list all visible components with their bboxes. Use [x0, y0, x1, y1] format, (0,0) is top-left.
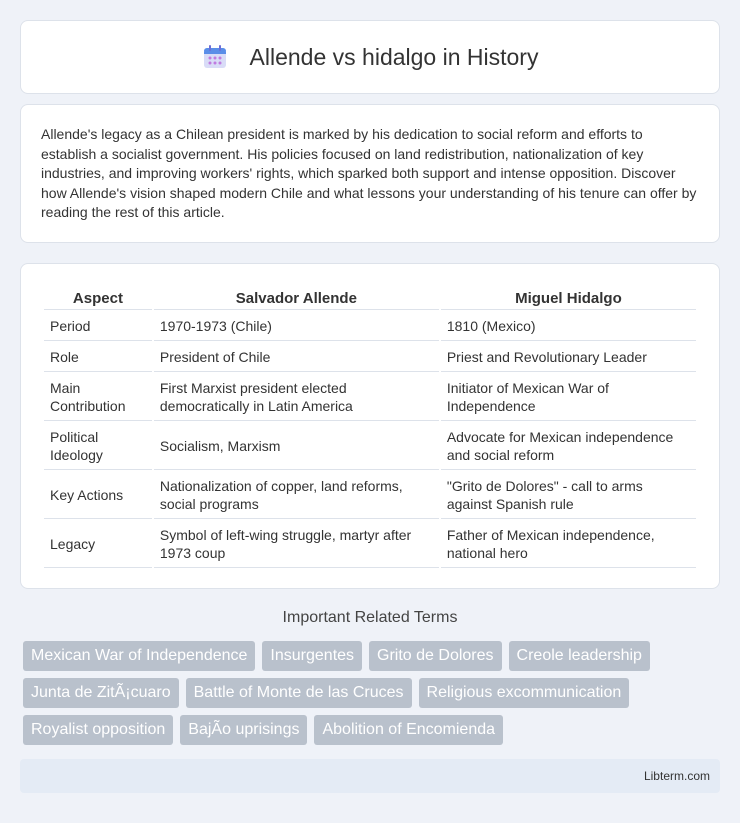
- table-cell: "Grito de Dolores" - call to arms against Spanish rule: [441, 472, 696, 519]
- related-term-tag[interactable]: Insurgentes: [262, 641, 362, 671]
- table-cell: Priest and Revolutionary Leader: [441, 343, 696, 372]
- table-cell: President of Chile: [154, 343, 439, 372]
- related-term-tag[interactable]: Mexican War of Independence: [23, 641, 255, 671]
- table-cell: Initiator of Mexican War of Independence: [441, 374, 696, 421]
- table-row: [44, 343, 696, 372]
- related-term-tag[interactable]: Royalist opposition: [23, 715, 173, 745]
- related-term-tag[interactable]: Religious excommunication: [419, 678, 630, 708]
- footer-brand-link[interactable]: Libterm.com: [643, 769, 710, 783]
- table-cell: Main Contribution: [44, 374, 152, 421]
- header-card: [20, 20, 720, 94]
- table-row: [44, 472, 696, 519]
- related-terms-title: Important Related Terms: [282, 609, 458, 626]
- table-cell: Nationalization of copper, land reforms, social programs: [154, 472, 439, 519]
- table-cell: 1970-1973 (Chile): [154, 312, 439, 341]
- table-cell: Advocate for Mexican independence and social reform: [441, 423, 696, 470]
- column-header: Miguel Hidalgo: [441, 286, 696, 310]
- related-term-tag[interactable]: Abolition of Encomienda: [314, 715, 503, 745]
- table-cell: Symbol of left-wing struggle, martyr after 1973 coup: [154, 521, 439, 568]
- calendar-icon: [202, 44, 228, 70]
- table-cell: Role: [44, 343, 152, 372]
- related-term-tag[interactable]: Creole leadership: [509, 641, 650, 671]
- related-term-tag[interactable]: BajÃo uprisings: [180, 715, 307, 745]
- related-term-tag[interactable]: Junta de ZitÃ¡cuaro: [23, 678, 179, 708]
- table-cell: First Marxist president elected democratically in Latin America: [154, 374, 439, 421]
- column-header: Aspect: [44, 286, 152, 310]
- comparison-card: [20, 263, 720, 589]
- table-cell: 1810 (Mexico): [441, 312, 696, 341]
- intro-paragraph: Allende's legacy as a Chilean president is marked by his dedication to social reform and efforts to establish a socialist government. His policies focused on land redistribution, nationalization of key industries, and improving workers' rights, which sparked both support and intense opposition. Discover how Allende's vision shaped modern Chile and what lessons your understanding of his tenure can offer by reading the rest of this article.: [41, 126, 697, 221]
- table-cell: Socialism, Marxism: [154, 423, 439, 470]
- table-row: [44, 312, 696, 341]
- table-row: [44, 423, 696, 470]
- table-cell: Father of Mexican independence, national hero: [441, 521, 696, 568]
- related-term-tag[interactable]: Grito de Dolores: [369, 641, 502, 671]
- table-cell: Period: [44, 312, 152, 341]
- comparison-table: [42, 284, 698, 570]
- table-row: [44, 521, 696, 568]
- table-cell: Key Actions: [44, 472, 152, 519]
- table-row: [44, 374, 696, 421]
- footer: [20, 759, 720, 793]
- related-term-tag[interactable]: Battle of Monte de las Cruces: [186, 678, 412, 708]
- related-terms-list: [23, 641, 723, 745]
- intro-card: [20, 104, 720, 243]
- table-header-row: [44, 286, 696, 310]
- table-cell: Political Ideology: [44, 423, 152, 470]
- page-title: Allende vs hidalgo in History: [249, 43, 539, 70]
- table-cell: Legacy: [44, 521, 152, 568]
- column-header: Salvador Allende: [154, 286, 439, 310]
